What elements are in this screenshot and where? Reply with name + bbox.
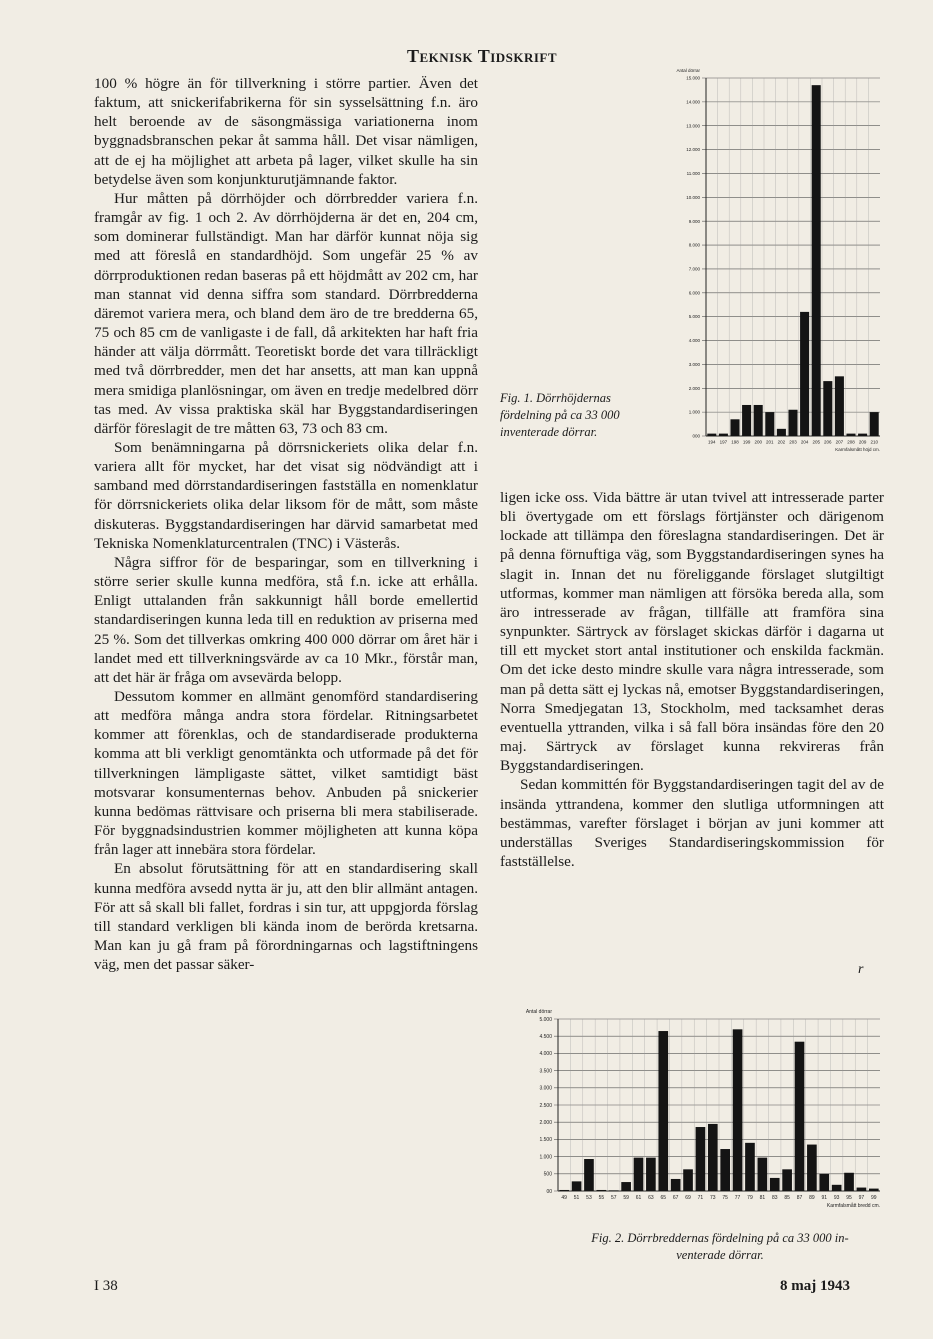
bar [671, 1179, 681, 1191]
bar [584, 1159, 594, 1191]
bar [707, 434, 716, 436]
x-tick-label: 203 [789, 439, 797, 445]
door-height-chart [652, 66, 884, 458]
y-tick-label: 14.000 [686, 99, 700, 105]
y-tick-label: 2.500 [539, 1102, 552, 1109]
bar [658, 1031, 668, 1191]
y-tick-label: 8.000 [688, 242, 700, 248]
x-tick-label: 95 [846, 1195, 852, 1201]
x-tick-label: 81 [759, 1195, 766, 1201]
bar [870, 412, 879, 436]
x-tick-label: 93 [833, 1195, 840, 1201]
x-tick-label: 87 [796, 1195, 803, 1201]
bar [869, 1189, 879, 1191]
paragraph: ligen icke oss. Vida bättre är utan tvivel att intresserade parter bli övertygade om ett förslags förtjänster och därigenom lockade att tillämpa den föreslagna standardiseringen. Det är på denna förnuftiga väg, som Byggstandardiseringen synes ha slagit in. Innan det nu föreliggande förslaget slutgiltigt utformas, kommer man nämligen att försöka bereda alla, som äro intresserade av frågan, tillfälle att framföra sina synpunkter. Särtryck av förslaget skickas därför i dagarna ut till ett mycket stort antal institutioner och enskilda fackmän. Om det icke desto mindre skulle vara några intresserade, som man på detta sätt ej lyckas nå, emotser Byggstandardiseringen, Norra Smedjegatan 13, Stockholm, med tacksamhet deras eventuella yttranden, vilka i så fall böra insändas före den 20 maj. Särtryck av förslaget kunna rekvireras från Byggstandardiseringen. [500, 489, 884, 775]
bar [634, 1158, 644, 1191]
x-tick-label: 73 [710, 1195, 716, 1201]
left-text-column [94, 74, 478, 974]
x-tick-label: 206 [824, 439, 832, 445]
bar [572, 1181, 582, 1191]
y-tick-label: 4.500 [539, 1033, 552, 1040]
y-tick-label: 3.000 [539, 1085, 552, 1092]
bar [745, 1143, 755, 1191]
paragraph: Dessutom kommer en allmänt genomförd standardisering att medföra många andra stora fördelar. Ritningsarbetet kommer att förenklas, och de standardiserade produkterna komma att bli verkligt genomtänkta och utformade på det för tillverkningen lämpligaste sättet, vilket samtidigt bäst motsvarar konsumenternas behov. Anbuden på snickerier kunna bedömas rättvisare och priserna bli mera stabiliserade. För byggnadsindustrien kommer möjligheten att kunna köpa från lager att innebära stora fördelar. [94, 688, 478, 859]
y-tick-label: 13.000 [686, 123, 700, 129]
x-tick-label: 97 [858, 1195, 865, 1201]
y-tick-label: 3.500 [539, 1068, 552, 1075]
x-tick-label: 204 [800, 439, 809, 445]
caption-line: Fig. 1. Dörrhöjdernas [500, 391, 611, 405]
y-tick-label: 5.000 [688, 314, 700, 320]
bar [719, 434, 728, 436]
figure-2-caption [540, 1230, 900, 1264]
bar [800, 312, 809, 436]
bar [765, 412, 774, 436]
bar [754, 405, 763, 436]
x-tick-label: 61 [635, 1195, 642, 1201]
y-tick-label: 9.000 [688, 218, 700, 224]
x-tick-label: 197 [719, 439, 728, 445]
x-tick-label: 71 [697, 1195, 704, 1201]
y-tick-label: 1.500 [539, 1137, 552, 1144]
y-tick-label: 2.000 [539, 1119, 552, 1126]
x-tick-label: 83 [771, 1195, 778, 1201]
x-tick-label: 202 [777, 439, 786, 445]
x-tick-label: 199 [742, 439, 751, 445]
paragraph: Några siffror för de besparingar, som en tillverkning i större serier skulle kunna medföra, stå f.n. icke att erhålla. Enligt uttalanden från sakkunnigt håll borde emellertid standardiseringen kunna leda till en reduktion av priserna med 25 %. Som det tillverkas omkring 400 000 dörrar om året här i landet med ett tillverkningsvärde av ca 10 Mkr., förstår man, att det här är fråga om avsevärda belopp. [94, 553, 478, 686]
x-axis-label: Karmfalsmått höjd cm. [835, 447, 880, 452]
x-tick-label: 59 [623, 1195, 629, 1201]
figure-1-caption [500, 390, 660, 441]
x-tick-label: 49 [561, 1195, 567, 1201]
x-tick-label: 67 [672, 1195, 679, 1201]
x-tick-label: 209 [858, 439, 867, 445]
x-axis-label: Karmfalsmått bredd cm. [826, 1203, 880, 1209]
bar [819, 1174, 829, 1191]
x-tick-label: 91 [821, 1195, 828, 1201]
bar [683, 1169, 693, 1191]
x-tick-label: 75 [722, 1195, 728, 1201]
paragraph: Hur måtten på dörrhöjder och dörrbredder variera f.n. framgår av fig. 1 och 2. Av dörrhöjderna är det en, 204 cm, som dominerar fullständigt. Man har därför kunnat nöja sig med att föreslå en standardhöjd. Som ungefär 25 % av dörrproduktionen redan baseras på ett höjdmått av 202 cm, har man stannat vid denna siffra som standard. Dörrbredderna däremot variera mera, och bland dem äro de tre bredderna 65, 75 och 85 cm de vanligaste i de fall, då arkitekten har haft fria händer att välja dörrmått. Teoretiskt borde det vara tillräckligt med två dörrbredder, men det har ansetts, att man kan uppnå mera smidiga planlösningar, om även en tredje medelbred dörr tas med. Av vissa praktiska skäl har Byggstandardiseringen därför föreslagit de tre måtten 63, 73 och 83 cm. [94, 189, 478, 437]
x-tick-label: 79 [747, 1195, 753, 1201]
bar [696, 1127, 706, 1191]
bar [742, 405, 751, 436]
bar [597, 1190, 607, 1191]
x-tick-label: 200 [754, 439, 762, 445]
y-tick-label: 15.000 [686, 75, 700, 81]
stray-mark: r [858, 962, 864, 977]
paragraph: En absolut förutsättning för att en standardisering skall kunna medföra avsedd nytta är ju, att den blir allmänt antagen. För att så skall bli fallet, fordras i sin tur, att uppgjorda förslag till standard verkligen bli kända inom de berörda kretsarna. Man kan ju gå fram på förordningarnas och lagstiftningens väg, men det passar säker- [94, 860, 478, 974]
bar [858, 434, 867, 436]
bar [782, 1169, 792, 1191]
caption-line: inventerade dörrar. [500, 425, 598, 439]
y-tick-label: 4.000 [539, 1051, 552, 1058]
y-tick-label: 6.000 [688, 290, 700, 296]
y-tick-label: 2.000 [688, 385, 700, 391]
x-tick-label: 99 [871, 1195, 877, 1201]
page-number: I 38 [94, 1278, 118, 1294]
bar [777, 429, 786, 436]
x-tick-label: 65 [660, 1195, 667, 1201]
bar [646, 1158, 656, 1191]
x-tick-label: 85 [784, 1195, 790, 1201]
y-tick-label: 1.000 [539, 1154, 552, 1161]
issue-date: 8 maj 1943 [780, 1278, 850, 1294]
bar [730, 419, 739, 436]
bar [770, 1178, 780, 1191]
y-tick-label: 12.000 [686, 147, 700, 153]
bar [621, 1182, 631, 1191]
x-tick-label: 201 [766, 439, 774, 445]
x-tick-label: 69 [685, 1195, 691, 1201]
y-tick-label: 00 [546, 1188, 552, 1195]
right-text-column [500, 488, 884, 871]
paragraph: Som benämningarna på dörrsnickeriets olika delar f.n. variera allt för mycket, har det visat sig nödvändigt att i samband med dörrstandardiseringen fastställa en nomenklatur för dörrsnickeriets olika delar liksom för de mått, som måste diskuteras. Byggstandardiseringen har därvid samarbetat med Tekniska Nomenklaturcentralen (TNC) i Västerås. [94, 438, 478, 552]
x-tick-label: 205 [812, 439, 820, 445]
y-tick-label: 3.000 [688, 361, 700, 367]
y-tick-label: 7.000 [688, 266, 700, 272]
bar [846, 434, 855, 436]
bar [812, 85, 821, 436]
bar [835, 376, 844, 436]
bar [823, 381, 832, 436]
x-tick-label: 207 [835, 439, 844, 445]
journal-header: Teknisk Tidskrift [406, 46, 558, 66]
caption-line: Fig. 2. Dörrbreddernas fördelning på ca 33 000 in- [591, 1231, 849, 1245]
bar [807, 1145, 817, 1191]
y-tick-label: 500 [543, 1171, 552, 1178]
caption-line: fördelning på ca 33 000 [500, 408, 620, 422]
y-tick-label: 5.000 [539, 1016, 552, 1023]
x-tick-label: 53 [586, 1195, 592, 1201]
y-tick-label: 4.000 [688, 338, 700, 344]
x-tick-label: 63 [648, 1195, 654, 1201]
bar [720, 1149, 730, 1191]
bar [708, 1124, 718, 1191]
y-tick-label: 10.000 [686, 194, 700, 200]
x-tick-label: 57 [610, 1195, 617, 1201]
bar [795, 1042, 805, 1191]
bar [758, 1158, 768, 1191]
x-tick-label: 89 [809, 1195, 815, 1201]
y-tick-label: 1.000 [688, 409, 700, 415]
bar [844, 1173, 854, 1191]
bar [609, 1190, 619, 1191]
x-tick-label: 210 [870, 439, 878, 445]
bar [733, 1029, 743, 1191]
bar [559, 1190, 569, 1191]
bar [857, 1188, 867, 1191]
x-tick-label: 194 [708, 439, 716, 445]
y-axis-label: Antal dörrar [525, 1009, 552, 1015]
paragraph: Sedan kommittén för Byggstandardiseringen tagit del av de insända yttrandena, kommer den slutliga utformningen att bestämmas, varefter förslaget i början av juni kommer att underställas Sveriges Standardiseringskommission för fastställelse. [500, 776, 884, 870]
x-tick-label: 198 [731, 439, 739, 445]
x-tick-label: 51 [573, 1195, 580, 1201]
x-tick-label: 208 [847, 439, 855, 445]
x-tick-label: 77 [734, 1195, 741, 1201]
bar [832, 1185, 842, 1191]
x-tick-label: 55 [598, 1195, 605, 1201]
paragraph: 100 % högre än för tillverkning i större partier. Även det faktum, att snickerifabrikerna för sin sysselsättning f.n. äro helt beroende av de säsongmässiga variationerna inom byggnadsbranschen pekar åt samma håll. Det visar nämligen, att de ej ha möjlighet att arbeta på lager, vilket skulle ha sin betydelse även som konjunkturutjämnande faktor. [94, 75, 478, 188]
caption-line: venterade dörrar. [676, 1248, 764, 1262]
door-width-chart [522, 1005, 884, 1223]
y-tick-label: 000 [692, 433, 700, 439]
y-tick-label: 11.000 [686, 171, 700, 177]
y-axis-label: Antal dörrar [676, 68, 700, 73]
bar [788, 410, 797, 436]
